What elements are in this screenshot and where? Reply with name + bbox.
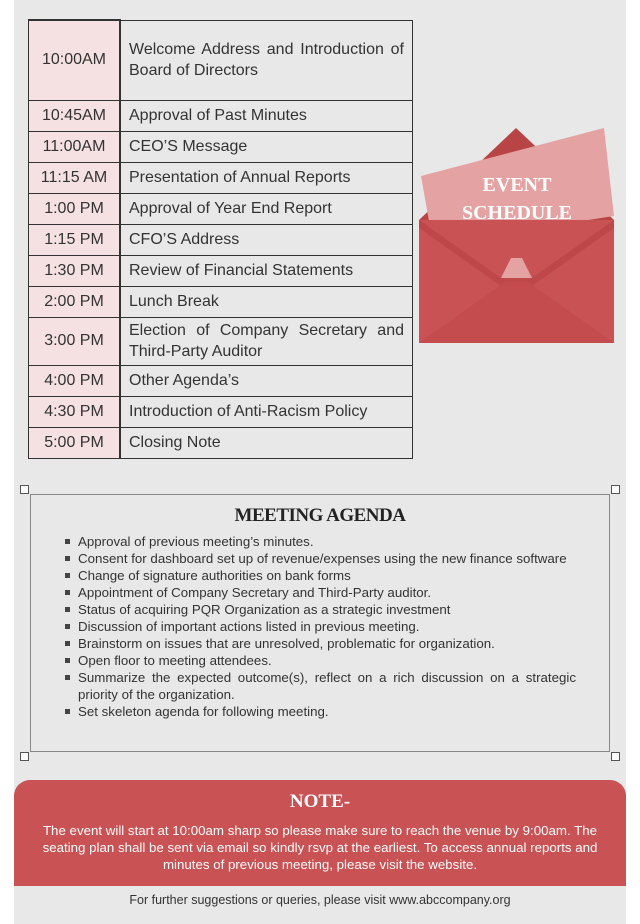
schedule-row — [29, 255, 413, 286]
schedule-time: 2:00 PM — [29, 286, 121, 317]
schedule-time: 4:30 PM — [29, 396, 121, 427]
schedule-row — [29, 317, 413, 365]
schedule-row — [29, 286, 413, 317]
schedule-item: Presentation of Annual Reports — [120, 162, 413, 193]
schedule-item: Lunch Break — [120, 286, 413, 317]
schedule-row — [29, 224, 413, 255]
list-item: Appointment of Company Secretary and Third-Party auditor. — [78, 584, 576, 601]
selection-handle[interactable] — [611, 752, 620, 761]
schedule-time: 3:00 PM — [29, 317, 121, 365]
schedule-item: Review of Financial Statements — [120, 255, 413, 286]
schedule-time: 11:00AM — [29, 131, 121, 162]
agenda-list — [78, 533, 576, 720]
schedule-row — [29, 365, 413, 396]
schedule-row — [29, 396, 413, 427]
schedule-row — [29, 193, 413, 224]
schedule-item: Introduction of Anti-Racism Policy — [120, 396, 413, 427]
list-item: Brainstorm on issues that are unresolved, problematic for organization. — [78, 635, 576, 652]
agenda-title: MEETING AGENDA — [234, 505, 406, 526]
envelope-title-line1: EVENT — [482, 174, 552, 196]
schedule-item: Election of Company Secretary and Third-Party Auditor — [120, 317, 413, 365]
schedule-time: 4:00 PM — [29, 365, 121, 396]
note-text: The event will start at 10:00am sharp so please make sure to reach the venue by 9:00am. The seating plan shall be sent via email so kindly rsvp at the earliest. To access annual reports and minutes of previous meeting, please visit the website. — [42, 823, 598, 872]
selection-handle[interactable] — [20, 485, 29, 494]
list-item: Open floor to meeting attendees. — [78, 652, 576, 669]
list-item: Consent for dashboard set up of revenue/expenses using the new finance software — [78, 550, 576, 567]
schedule-item: CEO’S Message — [120, 131, 413, 162]
list-item: Set skeleton agenda for following meeting. — [78, 703, 576, 720]
selection-handle[interactable] — [20, 752, 29, 761]
list-item: Change of signature authorities on bank forms — [78, 567, 576, 584]
list-item: Summarize the expected outcome(s), reflect on a rich discussion on a strategic priority of the organization. — [78, 670, 576, 702]
schedule-item: CFO’S Address — [120, 224, 413, 255]
schedule-row — [29, 131, 413, 162]
envelope-title-line2: SCHEDULE — [461, 202, 573, 224]
list-item: Discussion of important actions listed in previous meeting. — [78, 618, 576, 635]
schedule-table — [28, 19, 413, 459]
envelope-illustration — [419, 128, 614, 343]
schedule-item: Approval of Past Minutes — [120, 100, 413, 131]
list-item: Status of acquiring PQR Organization as a strategic investment — [78, 601, 576, 618]
schedule-time: 1:15 PM — [29, 224, 121, 255]
event-page — [14, 0, 626, 924]
schedule-item: Other Agenda’s — [120, 365, 413, 396]
envelope-icon — [419, 128, 614, 343]
schedule-time: 5:00 PM — [29, 427, 121, 458]
schedule-time: 1:30 PM — [29, 255, 121, 286]
schedule-time: 10:00AM — [29, 20, 121, 100]
list-item: Approval of previous meeting’s minutes. — [78, 533, 576, 550]
footer-text: For further suggestions or queries, please visit www.abccompany.org — [129, 893, 511, 907]
schedule-row — [29, 100, 413, 131]
schedule-item: Closing Note — [120, 427, 413, 458]
schedule-row — [29, 427, 413, 458]
note-title: NOTE- — [289, 791, 351, 812]
schedule-row — [29, 162, 413, 193]
schedule-item: Approval of Year End Report — [120, 193, 413, 224]
schedule-row — [29, 20, 413, 100]
schedule-item: Welcome Address and Introduction of Board of Directors — [120, 20, 413, 100]
schedule-time: 11:15 AM — [29, 162, 121, 193]
schedule-time: 10:45AM — [29, 100, 121, 131]
schedule-time: 1:00 PM — [29, 193, 121, 224]
selection-handle[interactable] — [611, 485, 620, 494]
